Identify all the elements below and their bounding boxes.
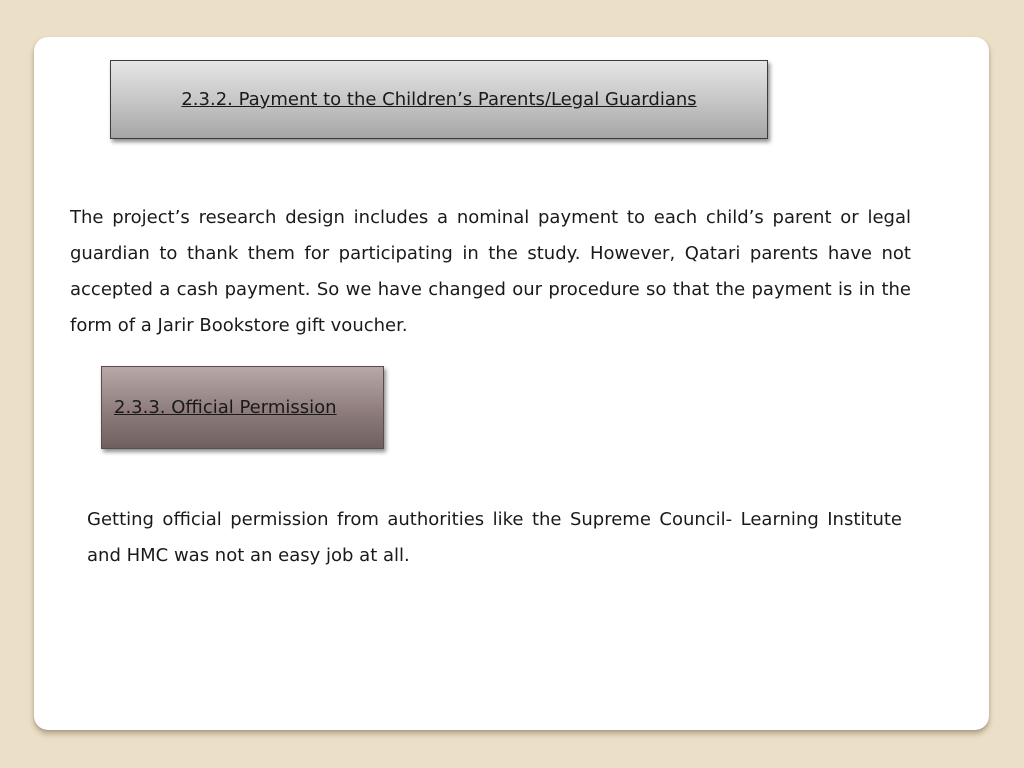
permission-paragraph: Getting official permission from authorities like the Supreme Council- Learning Institute and HMC was not an easy job at all. [87,509,902,566]
section-heading-permission-text: 2.3.3. Official Permission [114,397,337,418]
section-heading-permission [101,366,384,449]
section-heading-payment-text: 2.3.2. Payment to the Children’s Parents/Legal Guardians [181,89,697,110]
payment-paragraph: The project’s research design includes a nominal payment to each child’s parent or legal guardian to thank them for participating in the study. However, Qatari parents have not accepted a cash payment. So we have changed our procedure so that the payment is in the form of a Jarir Bookstore gift voucher. [70,207,911,336]
section-heading-payment [110,60,768,139]
